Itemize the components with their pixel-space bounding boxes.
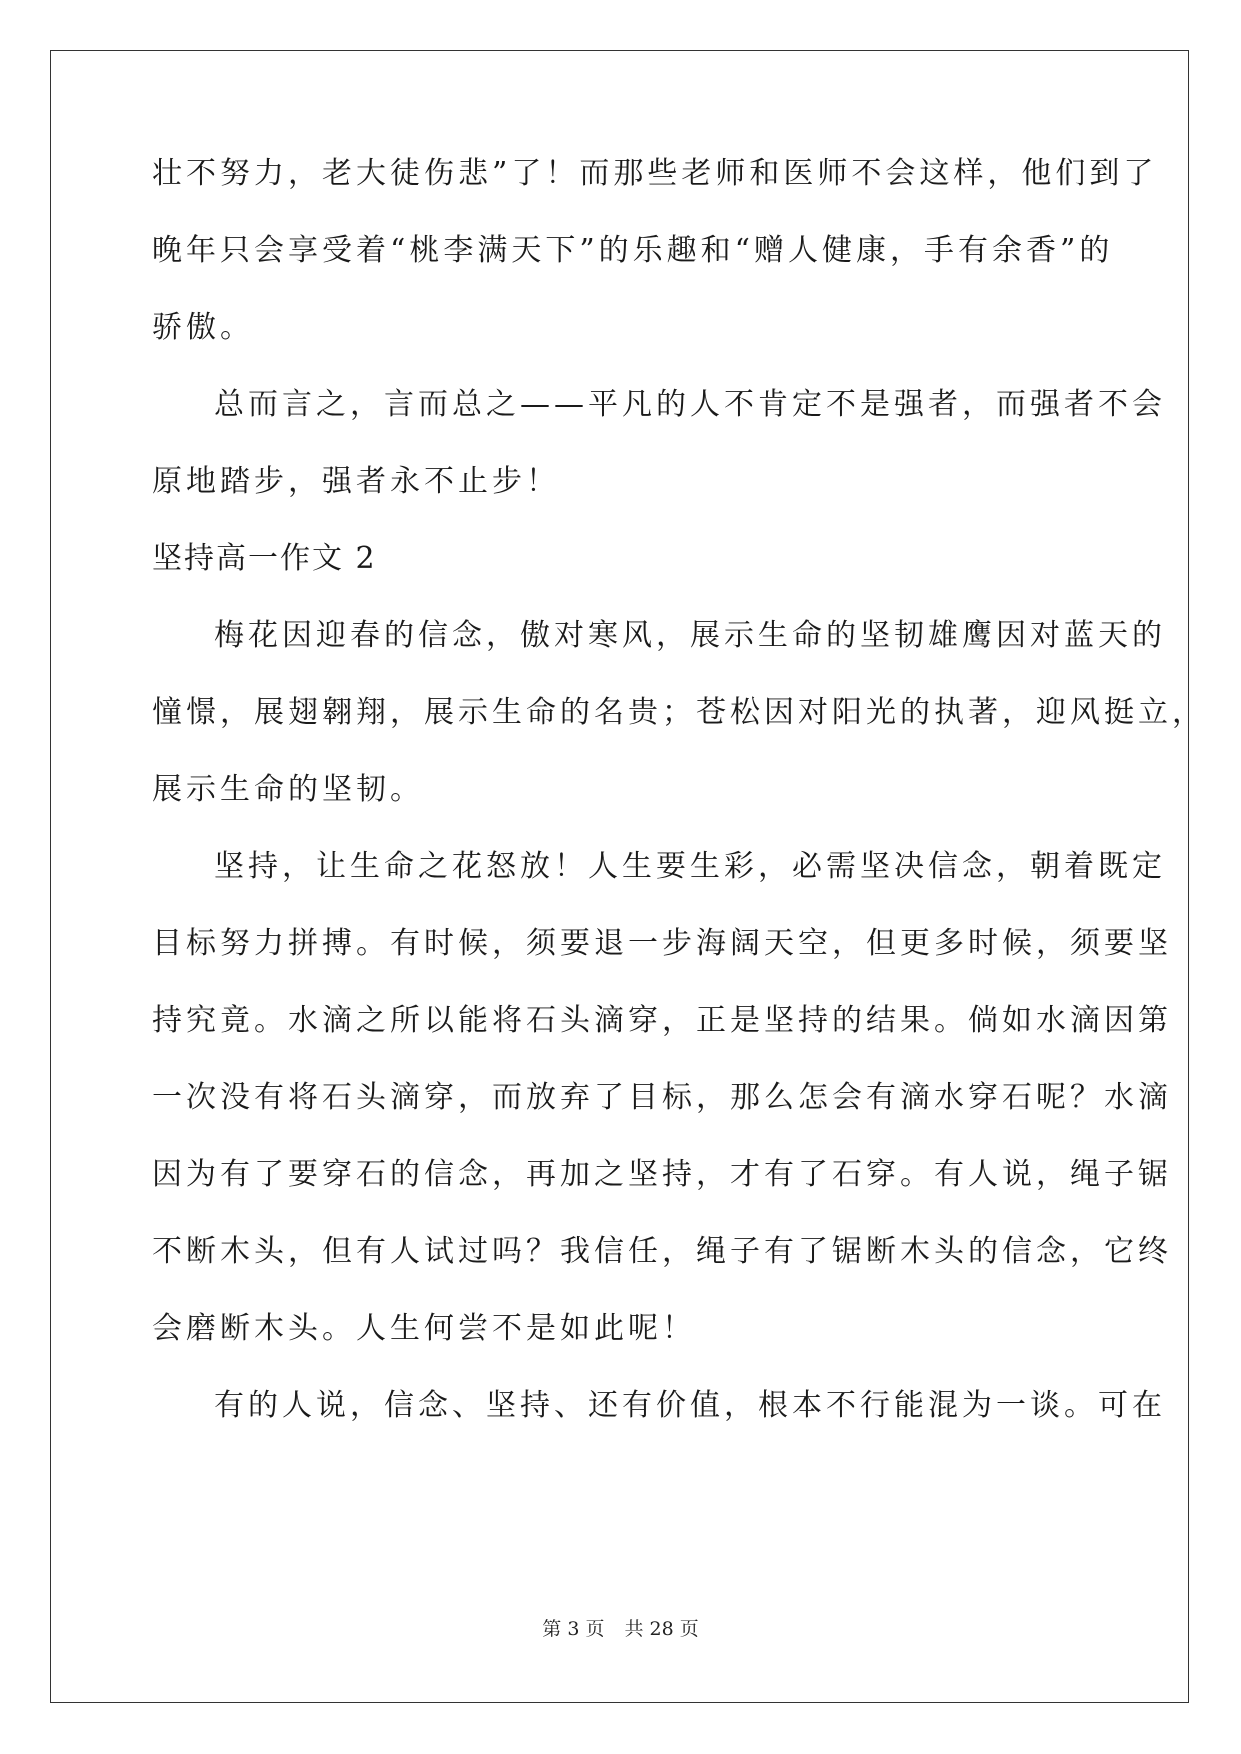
page-total: 共 28 页 [624,1618,699,1640]
paragraph-line: 展示生命的坚韧。 [152,772,424,807]
paragraph-line: 骄傲。 [152,310,254,345]
paragraph-line: 持究竟。水滴之所以能将石头滴穿，正是坚持的结果。倘如水滴因第 [152,1003,1172,1038]
paragraph-line: 坚持，让生命之花怒放！人生要生彩，必需坚决信念，朝着既定 [214,849,1166,884]
document-body [152,156,1206,1465]
paragraph-line: 原地踏步，强者永不止步！ [152,464,560,499]
paragraph-line: 有的人说，信念、坚持、还有价值，根本不行能混为一谈。可在 [214,1388,1166,1423]
paragraph-line: 梅花因迎春的信念，傲对寒风，展示生命的坚韧雄鹰因对蓝天的 [214,618,1166,653]
paragraph-line: 憧憬，展翅翱翔，展示生命的名贵；苍松因对阳光的执著，迎风挺立， [152,695,1206,730]
section-heading: 坚持高一作文 2 [152,541,377,576]
paragraph-line: 因为有了要穿石的信念，再加之坚持，才有了石穿。有人说，绳子锯 [152,1157,1172,1192]
page-number: 第 3 页 [542,1618,605,1640]
page-footer [0,1618,1241,1640]
paragraph-line: 壮不努力，老大徒伤悲”了！而那些老师和医师不会这样，他们到了 [152,156,1158,191]
paragraph-line: 总而言之，言而总之——平凡的人不肯定不是强者，而强者不会 [214,387,1166,422]
paragraph-line: 会磨断木头。人生何尝不是如此呢！ [152,1311,696,1346]
paragraph-line: 晚年只会享受着“桃李满天下”的乐趣和“赠人健康，手有余香”的 [152,233,1114,268]
paragraph-line: 一次没有将石头滴穿，而放弃了目标，那么怎会有滴水穿石呢？水滴 [152,1080,1172,1115]
paragraph-line: 不断木头，但有人试过吗？我信任，绳子有了锯断木头的信念，它终 [152,1234,1172,1269]
paragraph-line: 目标努力拼搏。有时候，须要退一步海阔天空，但更多时候，须要坚 [152,926,1172,961]
